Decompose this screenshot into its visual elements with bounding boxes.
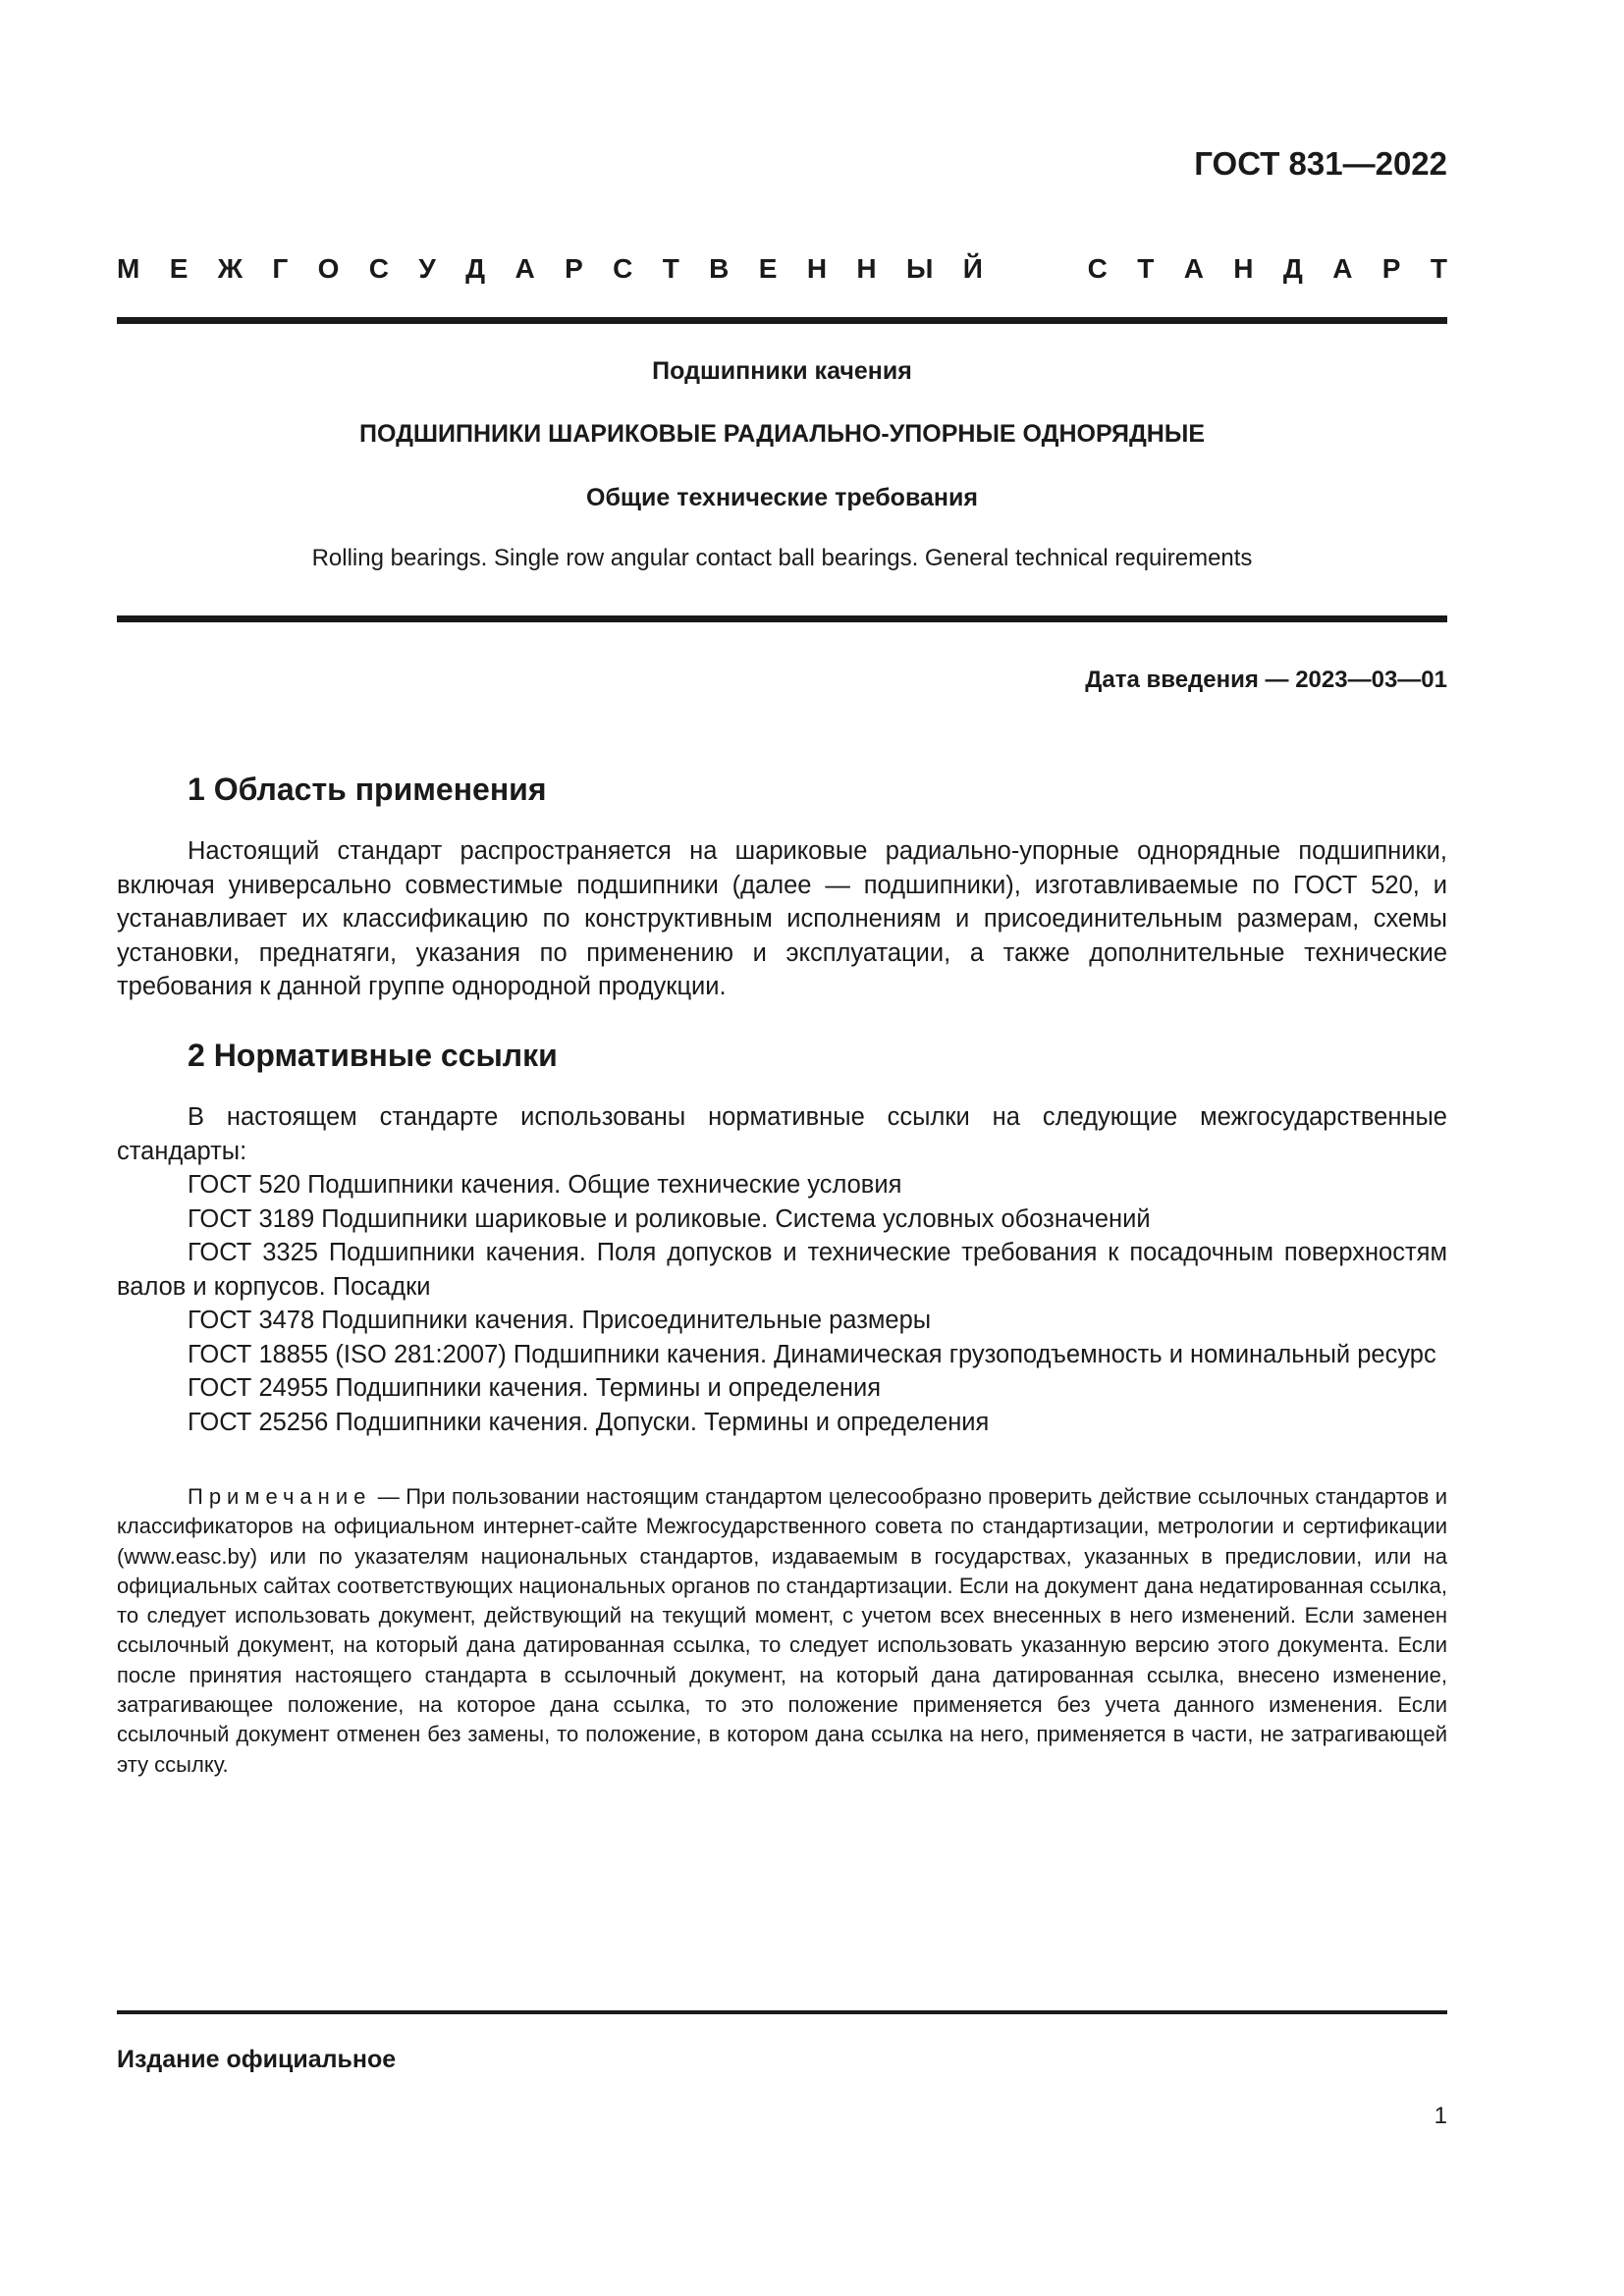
reference-item: ГОСТ 520 Подшипники качения. Общие технические условия	[188, 1171, 902, 1199]
document-title: ПОДШИПНИКИ ШАРИКОВЫЕ РАДИАЛЬНО-УПОРНЫЕ ОДНОРЯДНЫЕ	[358, 420, 1205, 448]
section-2-body	[117, 1100, 1447, 1439]
reference-item: ГОСТ 3189 Подшипники шариковые и роликовые. Система условных обозначений	[188, 1204, 1151, 1233]
document-code: ГОСТ 831—2022	[1194, 145, 1447, 182]
banner-letter: Н	[856, 253, 877, 284]
section-1-paragraph: Настоящий стандарт распространяется на шариковые радиально-упорные однорядные подшипники, включая универсально совместимые подшипники (далее — подшипники), изготавливаемые по ГОСТ 520, и устанавливает их классификацию по конструктивным исполнениям и присоединительным размерам, схемы установки, преднатяги, указания по применению и эксплуатации, а также дополнительные технические требования к данной группе однородной продукции.	[117, 837, 1447, 1000]
reference-list	[117, 1168, 1447, 1439]
banner-letter: Е	[758, 253, 778, 284]
document-subtitle: Общие технические требования	[586, 484, 978, 511]
banner-letter: Т	[662, 253, 679, 284]
banner-letter: В	[709, 253, 730, 284]
banner-letter: Ж	[217, 253, 244, 284]
section-2-intro: В настоящем стандарте использованы нормативные ссылки на следующие межгосударственные стандарты:	[117, 1103, 1447, 1165]
official-edition-label: Издание официальное	[117, 2046, 397, 2073]
banner-letter: У	[418, 253, 436, 284]
banner-letter: Д	[1282, 253, 1303, 284]
footer-divider	[117, 2010, 1447, 2014]
reference-item: ГОСТ 18855 (ISO 281:2007) Подшипники качения. Динамическая грузоподъемность и номинальный ресурс	[188, 1340, 1436, 1368]
section-1-heading: 1 Область применения	[188, 772, 547, 807]
section-2-heading: 2 Нормативные ссылки	[188, 1038, 558, 1073]
banner-letter: С	[368, 253, 390, 284]
banner-letter: Т	[1430, 253, 1447, 284]
banner-letter: Р	[1381, 253, 1401, 284]
banner-letter: М	[117, 253, 140, 284]
banner-letter: А	[514, 253, 535, 284]
banner-letter: С	[1087, 253, 1108, 284]
banner-letter: Ы	[906, 253, 934, 284]
banner-word-gap	[1012, 253, 1057, 285]
section-1-body	[117, 834, 1447, 1004]
note-paragraph	[117, 1482, 1447, 1780]
reference-item: ГОСТ 24955 Подшипники качения. Термины и определения	[188, 1374, 882, 1402]
category-heading: Подшипники качения	[652, 357, 912, 385]
banner-letter: Т	[1137, 253, 1155, 284]
banner-letter: С	[613, 253, 633, 284]
title-divider	[117, 615, 1447, 622]
reference-item: ГОСТ 3478 Подшипники качения. Присоединительные размеры	[188, 1307, 932, 1334]
banner-letter: Е	[169, 253, 189, 284]
english-title: Rolling bearings. Single row angular contact ball bearings. General technical requirements	[311, 545, 1253, 571]
reference-item: ГОСТ 25256 Подшипники качения. Допуски. Термины и определения	[188, 1408, 990, 1436]
banner-letter: Р	[565, 253, 583, 284]
banner-letter: О	[317, 253, 340, 284]
banner-letter: Н	[806, 253, 828, 284]
banner-letter: А	[1183, 253, 1204, 284]
note-label: Примечание	[188, 1484, 372, 1509]
header-divider	[117, 317, 1447, 324]
reference-item: ГОСТ 3325 Подшипники качения. Поля допусков и технические требования к посадочным поверхностям валов и корпусов. Посадки	[117, 1239, 1447, 1301]
banner-letter: А	[1332, 253, 1353, 284]
banner-letter: Н	[1233, 253, 1254, 284]
banner-letter: Д	[465, 253, 486, 284]
standard-banner	[117, 253, 1447, 285]
banner-letter: Й	[962, 253, 983, 284]
note-text: — При пользовании настоящим стандартом целесообразно проверить действие ссылочных стандартов и классификаторов на официальном интернет-сайте Межгосударственного совета по стандартизации, метрологии и сертификации (www.easc.by) или по указателям национальных стандартов, издаваемым в государствах, указанных в предисловии, или на официальных сайтах соответствующих национальных органов по стандартизации. Если на документ дана недатированная ссылка, то следует использовать документ, действующий на текущий момент, с учетом всех внесенных в него изменений. Если заменен ссылочный документ, на который дана датированная ссылка, то следует использовать указанную версию этого документа. Если после принятия настоящего стандарта в ссылочный документ, на который дана датированная ссылка, внесено изменение, затрагивающее положение, на которое дана ссылка, то это положение применяется без учета данного изменения. Если ссылочный документ отменен без замены, то положение, в котором дана ссылка на него, применяется в части, не затрагивающей эту ссылку.	[117, 1484, 1447, 1777]
page-number: 1	[1434, 2103, 1447, 2129]
banner-letter: Г	[272, 253, 289, 284]
introduction-date: Дата введения — 2023—03—01	[1085, 667, 1447, 693]
